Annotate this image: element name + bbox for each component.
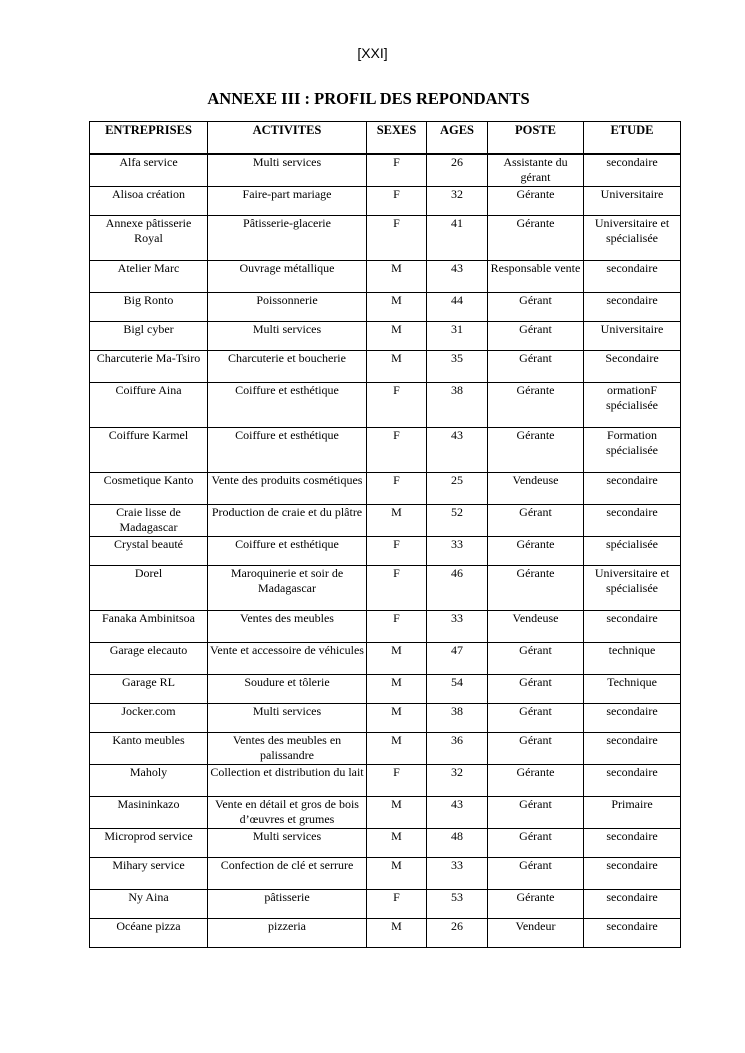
table-row bbox=[90, 732, 681, 764]
cell-entreprise: Charcuterie Ma-Tsiro bbox=[90, 350, 208, 382]
cell-age: 46 bbox=[427, 565, 488, 610]
respondents-table bbox=[89, 121, 681, 948]
cell-sexe: F bbox=[367, 565, 427, 610]
cell-entreprise: Kanto meubles bbox=[90, 732, 208, 764]
cell-etude: secondaire bbox=[584, 472, 681, 504]
cell-poste: Gérante bbox=[488, 536, 584, 565]
cell-sexe: M bbox=[367, 292, 427, 321]
table-row bbox=[90, 536, 681, 565]
cell-etude: secondaire bbox=[584, 610, 681, 642]
cell-activite: Vente des produits cosmétiques bbox=[208, 472, 367, 504]
cell-poste: Gérant bbox=[488, 350, 584, 382]
cell-age: 38 bbox=[427, 703, 488, 732]
cell-etude: secondaire bbox=[584, 504, 681, 536]
cell-age: 32 bbox=[427, 186, 488, 215]
cell-age: 52 bbox=[427, 504, 488, 536]
cell-activite: Coiffure et esthétique bbox=[208, 427, 367, 472]
cell-age: 33 bbox=[427, 610, 488, 642]
cell-age: 48 bbox=[427, 828, 488, 857]
cell-sexe: F bbox=[367, 610, 427, 642]
cell-age: 31 bbox=[427, 321, 488, 350]
cell-activite: Multi services bbox=[208, 154, 367, 186]
table-row bbox=[90, 292, 681, 321]
cell-sexe: M bbox=[367, 642, 427, 674]
cell-entreprise: Maholy bbox=[90, 764, 208, 796]
cell-etude: secondaire bbox=[584, 703, 681, 732]
table-row bbox=[90, 828, 681, 857]
cell-activite: Coiffure et esthétique bbox=[208, 382, 367, 427]
cell-age: 32 bbox=[427, 764, 488, 796]
cell-age: 54 bbox=[427, 674, 488, 703]
cell-etude: secondaire bbox=[584, 292, 681, 321]
cell-etude: secondaire bbox=[584, 732, 681, 764]
column-header-activites: ACTIVITES bbox=[208, 122, 367, 155]
cell-activite: pizzeria bbox=[208, 918, 367, 947]
column-header-poste: POSTE bbox=[488, 122, 584, 155]
cell-poste: Gérant bbox=[488, 504, 584, 536]
cell-poste: Gérant bbox=[488, 857, 584, 889]
cell-entreprise: Crystal beauté bbox=[90, 536, 208, 565]
cell-etude: secondaire bbox=[584, 889, 681, 918]
cell-sexe: M bbox=[367, 350, 427, 382]
table-row bbox=[90, 350, 681, 382]
table-row bbox=[90, 565, 681, 610]
cell-etude: ormationF spécialisée bbox=[584, 382, 681, 427]
cell-entreprise: Fanaka Ambinitsoa bbox=[90, 610, 208, 642]
cell-poste: Gérant bbox=[488, 292, 584, 321]
cell-sexe: F bbox=[367, 427, 427, 472]
cell-sexe: M bbox=[367, 703, 427, 732]
page-title: ANNEXE III : PROFIL DES REPONDANTS bbox=[207, 89, 530, 108]
cell-sexe: F bbox=[367, 889, 427, 918]
cell-activite: Ventes des meubles en palissandre bbox=[208, 732, 367, 764]
column-header-etude: ETUDE bbox=[584, 122, 681, 155]
table-row bbox=[90, 504, 681, 536]
cell-sexe: F bbox=[367, 186, 427, 215]
table-row bbox=[90, 764, 681, 796]
cell-etude: Universitaire bbox=[584, 321, 681, 350]
cell-entreprise: Alfa service bbox=[90, 154, 208, 186]
cell-entreprise: Craie lisse de Madagascar bbox=[90, 504, 208, 536]
cell-poste: Gérante bbox=[488, 186, 584, 215]
cell-entreprise: Océane pizza bbox=[90, 918, 208, 947]
table-row bbox=[90, 796, 681, 828]
cell-etude: secondaire bbox=[584, 764, 681, 796]
cell-age: 53 bbox=[427, 889, 488, 918]
cell-age: 43 bbox=[427, 796, 488, 828]
cell-entreprise: Atelier Marc bbox=[90, 260, 208, 292]
cell-etude: Universitaire et spécialisée bbox=[584, 565, 681, 610]
cell-etude: secondaire bbox=[584, 918, 681, 947]
cell-entreprise: Masininkazo bbox=[90, 796, 208, 828]
cell-entreprise: Big Ronto bbox=[90, 292, 208, 321]
cell-sexe: M bbox=[367, 260, 427, 292]
cell-etude: secondaire bbox=[584, 260, 681, 292]
cell-entreprise: Alisoa création bbox=[90, 186, 208, 215]
cell-activite: Soudure et tôlerie bbox=[208, 674, 367, 703]
cell-entreprise: Garage elecauto bbox=[90, 642, 208, 674]
cell-poste: Vendeuse bbox=[488, 610, 584, 642]
cell-etude: spécialisée bbox=[584, 536, 681, 565]
cell-etude: Primaire bbox=[584, 796, 681, 828]
cell-age: 35 bbox=[427, 350, 488, 382]
cell-etude: technique bbox=[584, 642, 681, 674]
table-row bbox=[90, 321, 681, 350]
cell-sexe: M bbox=[367, 674, 427, 703]
cell-poste: Gérante bbox=[488, 565, 584, 610]
cell-activite: Vente en détail et gros de bois d’œuvres et grumes bbox=[208, 796, 367, 828]
cell-age: 26 bbox=[427, 918, 488, 947]
cell-poste: Gérant bbox=[488, 796, 584, 828]
table-row bbox=[90, 918, 681, 947]
cell-sexe: F bbox=[367, 536, 427, 565]
table-row bbox=[90, 427, 681, 472]
cell-age: 43 bbox=[427, 260, 488, 292]
cell-sexe: F bbox=[367, 382, 427, 427]
cell-activite: Ventes des meubles bbox=[208, 610, 367, 642]
cell-sexe: F bbox=[367, 154, 427, 186]
cell-age: 41 bbox=[427, 215, 488, 260]
cell-poste: Gérant bbox=[488, 828, 584, 857]
cell-age: 33 bbox=[427, 857, 488, 889]
page-number: [XXI] bbox=[357, 45, 388, 61]
cell-sexe: F bbox=[367, 472, 427, 504]
cell-activite: Confection de clé et serrure bbox=[208, 857, 367, 889]
cell-sexe: M bbox=[367, 796, 427, 828]
cell-activite: Faire-part mariage bbox=[208, 186, 367, 215]
cell-poste: Gérant bbox=[488, 674, 584, 703]
cell-activite: Multi services bbox=[208, 321, 367, 350]
cell-sexe: M bbox=[367, 504, 427, 536]
column-header-entreprises: ENTREPRISES bbox=[90, 122, 208, 155]
cell-activite: Coiffure et esthétique bbox=[208, 536, 367, 565]
column-header-ages: AGES bbox=[427, 122, 488, 155]
cell-activite: Production de craie et du plâtre bbox=[208, 504, 367, 536]
cell-entreprise: Microprod service bbox=[90, 828, 208, 857]
cell-activite: Ouvrage métallique bbox=[208, 260, 367, 292]
cell-activite: Vente et accessoire de véhicules bbox=[208, 642, 367, 674]
cell-activite: Multi services bbox=[208, 703, 367, 732]
table-row bbox=[90, 154, 681, 186]
cell-etude: Universitaire bbox=[584, 186, 681, 215]
cell-age: 47 bbox=[427, 642, 488, 674]
cell-activite: Poissonnerie bbox=[208, 292, 367, 321]
cell-age: 26 bbox=[427, 154, 488, 186]
cell-poste: Assistante du gérant bbox=[488, 154, 584, 186]
table-row bbox=[90, 610, 681, 642]
cell-entreprise: Jocker.com bbox=[90, 703, 208, 732]
cell-activite: pâtisserie bbox=[208, 889, 367, 918]
cell-activite: Multi services bbox=[208, 828, 367, 857]
table-body bbox=[90, 154, 681, 947]
cell-poste: Gérante bbox=[488, 427, 584, 472]
cell-age: 33 bbox=[427, 536, 488, 565]
cell-poste: Gérante bbox=[488, 215, 584, 260]
cell-activite: Charcuterie et boucherie bbox=[208, 350, 367, 382]
cell-entreprise: Dorel bbox=[90, 565, 208, 610]
table-header-row bbox=[90, 122, 681, 155]
cell-age: 25 bbox=[427, 472, 488, 504]
cell-entreprise: Annexe pâtisserie Royal bbox=[90, 215, 208, 260]
cell-activite: Pâtisserie-glacerie bbox=[208, 215, 367, 260]
cell-etude: Universitaire et spécialisée bbox=[584, 215, 681, 260]
table-row bbox=[90, 889, 681, 918]
cell-entreprise: Garage RL bbox=[90, 674, 208, 703]
cell-activite: Collection et distribution du lait bbox=[208, 764, 367, 796]
cell-entreprise: Ny Aina bbox=[90, 889, 208, 918]
table-row bbox=[90, 674, 681, 703]
cell-poste: Gérant bbox=[488, 321, 584, 350]
table-row bbox=[90, 703, 681, 732]
cell-poste: Gérant bbox=[488, 703, 584, 732]
cell-poste: Gérant bbox=[488, 642, 584, 674]
cell-age: 43 bbox=[427, 427, 488, 472]
column-header-sexes: SEXES bbox=[367, 122, 427, 155]
table-row bbox=[90, 642, 681, 674]
cell-age: 44 bbox=[427, 292, 488, 321]
table-row bbox=[90, 260, 681, 292]
cell-entreprise: Bigl cyber bbox=[90, 321, 208, 350]
table-row bbox=[90, 215, 681, 260]
cell-sexe: F bbox=[367, 764, 427, 796]
table-row bbox=[90, 382, 681, 427]
cell-poste: Vendeuse bbox=[488, 472, 584, 504]
cell-sexe: M bbox=[367, 732, 427, 764]
cell-entreprise: Mihary service bbox=[90, 857, 208, 889]
cell-entreprise: Cosmetique Kanto bbox=[90, 472, 208, 504]
cell-etude: Secondaire bbox=[584, 350, 681, 382]
cell-poste: Gérante bbox=[488, 764, 584, 796]
table-row bbox=[90, 186, 681, 215]
cell-sexe: M bbox=[367, 918, 427, 947]
cell-etude: secondaire bbox=[584, 154, 681, 186]
cell-poste: Gérant bbox=[488, 732, 584, 764]
cell-etude: Formation spécialisée bbox=[584, 427, 681, 472]
cell-age: 38 bbox=[427, 382, 488, 427]
cell-etude: secondaire bbox=[584, 857, 681, 889]
cell-sexe: M bbox=[367, 321, 427, 350]
cell-sexe: F bbox=[367, 215, 427, 260]
cell-etude: Technique bbox=[584, 674, 681, 703]
cell-etude: secondaire bbox=[584, 828, 681, 857]
cell-activite: Maroquinerie et soir de Madagascar bbox=[208, 565, 367, 610]
cell-poste: Gérante bbox=[488, 889, 584, 918]
cell-sexe: M bbox=[367, 828, 427, 857]
cell-age: 36 bbox=[427, 732, 488, 764]
table-row bbox=[90, 857, 681, 889]
cell-poste: Responsable vente bbox=[488, 260, 584, 292]
cell-entreprise: Coiffure Karmel bbox=[90, 427, 208, 472]
table-row bbox=[90, 472, 681, 504]
cell-poste: Gérante bbox=[488, 382, 584, 427]
cell-sexe: M bbox=[367, 857, 427, 889]
cell-poste: Vendeur bbox=[488, 918, 584, 947]
cell-entreprise: Coiffure Aina bbox=[90, 382, 208, 427]
